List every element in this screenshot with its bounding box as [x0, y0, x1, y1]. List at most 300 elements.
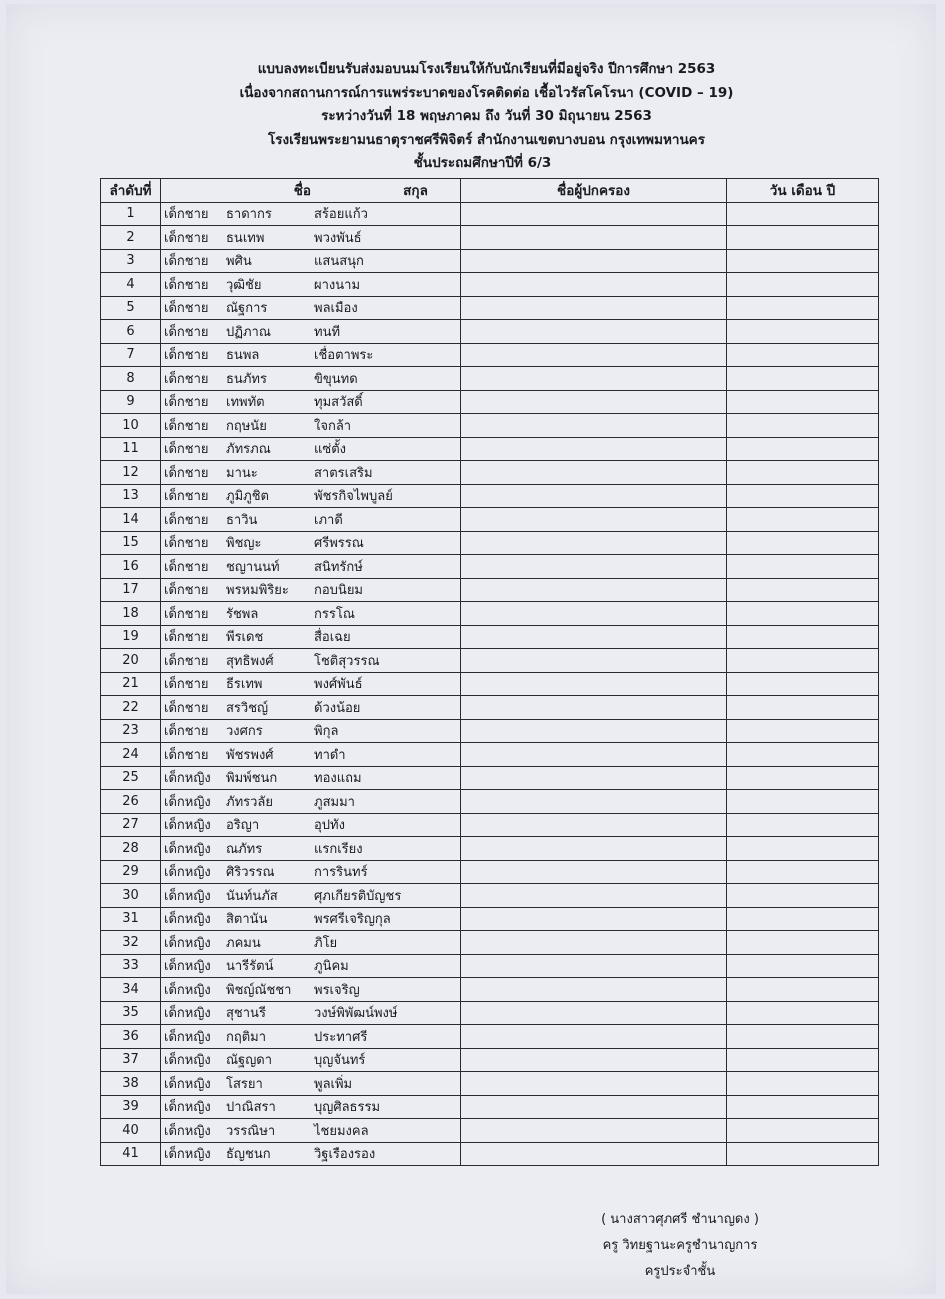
student-title: เด็กชาย	[164, 395, 209, 411]
student-last-name: ใจกล้า	[314, 418, 352, 434]
student-first-name: ภคมน	[226, 935, 261, 951]
header-date-range: ระหว่างวันที่ 18 พฤษภาคม ถึง วันที่ 30 มิถุนายน 2563	[321, 108, 652, 124]
student-last-name: พรเจริญ	[314, 982, 360, 998]
table-row	[101, 884, 879, 908]
student-last-name: พวงพันธ์	[314, 230, 362, 246]
date-cell[interactable]	[727, 414, 879, 438]
student-name-cell	[161, 672, 461, 696]
student-first-name: ณภัทร	[226, 841, 263, 857]
row-number: 20	[101, 649, 161, 673]
parent-name-cell[interactable]	[461, 531, 727, 555]
row-number: 14	[101, 508, 161, 532]
table-row	[101, 414, 879, 438]
row-number: 6	[101, 320, 161, 344]
student-title: เด็กชาย	[164, 724, 209, 740]
student-first-name: สุชานรี	[226, 1006, 266, 1022]
date-cell[interactable]	[727, 1001, 879, 1025]
student-name-cell	[161, 273, 461, 297]
student-last-name: กรรโณ	[314, 606, 355, 622]
row-number: 16	[101, 555, 161, 579]
student-title: เด็กชาย	[164, 442, 209, 458]
table-row	[101, 672, 879, 696]
student-first-name: นารีรัตน์	[226, 959, 274, 975]
student-title: เด็กหญิง	[164, 1147, 211, 1163]
student-title: เด็กชาย	[164, 630, 209, 646]
row-number: 41	[101, 1142, 161, 1166]
row-number: 3	[101, 249, 161, 273]
date-cell[interactable]	[727, 931, 879, 955]
row-number: 26	[101, 790, 161, 814]
column-header-name	[161, 179, 461, 203]
row-number: 17	[101, 578, 161, 602]
student-last-name: เชื่อตาพระ	[314, 348, 374, 364]
date-cell[interactable]	[727, 367, 879, 391]
student-title: เด็กชาย	[164, 606, 209, 622]
row-number: 21	[101, 672, 161, 696]
date-cell[interactable]	[727, 578, 879, 602]
student-name-cell	[161, 1048, 461, 1072]
signature-block	[560, 1207, 800, 1285]
student-first-name: ณัฐญดา	[226, 1053, 273, 1069]
student-first-name: อริญา	[226, 818, 260, 834]
student-title: เด็กชาย	[164, 207, 209, 223]
student-last-name: แรกเรียง	[314, 841, 363, 857]
parent-name-cell[interactable]	[461, 578, 727, 602]
student-first-name: นันท์นภัส	[226, 888, 278, 904]
date-cell[interactable]	[727, 226, 879, 250]
student-name-cell	[161, 931, 461, 955]
student-title: เด็กชาย	[164, 418, 209, 434]
student-first-name: ธาวิน	[226, 512, 258, 528]
column-header-first: ชื่อ	[293, 183, 311, 200]
row-number: 39	[101, 1095, 161, 1119]
student-title: เด็กชาย	[164, 653, 209, 669]
student-name-cell	[161, 226, 461, 250]
parent-name-cell[interactable]	[461, 1001, 727, 1025]
date-cell[interactable]	[727, 860, 879, 884]
date-cell[interactable]	[727, 837, 879, 861]
parent-name-cell[interactable]	[461, 743, 727, 767]
student-first-name: วรรณิษา	[226, 1123, 276, 1139]
student-last-name: ทาดำ	[314, 747, 346, 763]
student-last-name: สาตรเสริม	[314, 465, 373, 481]
student-last-name: วงษ์พิพัฒน์พงษ์	[314, 1006, 398, 1022]
student-first-name: พัชรพงศ์	[226, 747, 274, 763]
parent-name-cell[interactable]	[461, 1095, 727, 1119]
date-cell[interactable]	[727, 625, 879, 649]
student-title: เด็กชาย	[164, 371, 209, 387]
parent-name-cell[interactable]	[461, 602, 727, 626]
date-cell[interactable]	[727, 907, 879, 931]
student-title: เด็กหญิง	[164, 771, 211, 787]
student-last-name: ภูนิคม	[314, 959, 349, 975]
parent-name-cell[interactable]	[461, 320, 727, 344]
student-last-name: เภาดี	[314, 512, 343, 528]
row-number: 27	[101, 813, 161, 837]
column-header-last: สกุล	[403, 183, 428, 200]
row-number: 22	[101, 696, 161, 720]
student-name-cell	[161, 249, 461, 273]
student-last-name: ทนที	[314, 324, 341, 340]
date-cell[interactable]	[727, 602, 879, 626]
parent-name-cell[interactable]	[461, 461, 727, 485]
parent-name-cell[interactable]	[461, 884, 727, 908]
student-first-name: ชญานนท์	[226, 559, 280, 575]
student-name-cell	[161, 437, 461, 461]
table-row	[101, 813, 879, 837]
student-title: เด็กหญิง	[164, 959, 211, 975]
student-title: เด็กหญิง	[164, 818, 211, 834]
student-name-cell	[161, 461, 461, 485]
parent-name-cell[interactable]	[461, 508, 727, 532]
row-number: 36	[101, 1025, 161, 1049]
date-cell[interactable]	[727, 954, 879, 978]
date-cell[interactable]	[727, 719, 879, 743]
student-name-cell	[161, 1025, 461, 1049]
table-row	[101, 837, 879, 861]
student-name-cell	[161, 390, 461, 414]
date-cell[interactable]	[727, 484, 879, 508]
student-title: เด็กชาย	[164, 277, 209, 293]
table-header-row	[101, 179, 879, 203]
date-cell[interactable]	[727, 1048, 879, 1072]
table-row	[101, 602, 879, 626]
date-cell[interactable]	[727, 320, 879, 344]
student-title: เด็กหญิง	[164, 865, 211, 881]
row-number: 23	[101, 719, 161, 743]
parent-name-cell[interactable]	[461, 1025, 727, 1049]
student-title: เด็กหญิง	[164, 841, 211, 857]
date-cell[interactable]	[727, 884, 879, 908]
student-name-cell	[161, 296, 461, 320]
student-title: เด็กชาย	[164, 324, 209, 340]
row-number: 34	[101, 978, 161, 1002]
parent-name-cell[interactable]	[461, 1048, 727, 1072]
table-row	[101, 790, 879, 814]
student-first-name: ปาณิสรา	[226, 1100, 276, 1116]
student-last-name: ด้วงน้อย	[314, 700, 361, 716]
row-number: 12	[101, 461, 161, 485]
student-first-name: สุทธิพงศ์	[226, 653, 274, 669]
student-name-cell	[161, 954, 461, 978]
date-cell[interactable]	[727, 202, 879, 226]
student-name-cell	[161, 766, 461, 790]
student-first-name: ธนภัทร	[226, 371, 267, 387]
date-cell[interactable]	[727, 1025, 879, 1049]
student-name-cell	[161, 602, 461, 626]
student-title: เด็กหญิง	[164, 1123, 211, 1139]
row-number: 15	[101, 531, 161, 555]
date-cell[interactable]	[727, 1072, 879, 1096]
date-cell[interactable]	[727, 743, 879, 767]
row-number: 31	[101, 907, 161, 931]
date-cell[interactable]	[727, 531, 879, 555]
student-name-cell	[161, 860, 461, 884]
parent-name-cell[interactable]	[461, 226, 727, 250]
table-row	[101, 1142, 879, 1166]
student-name-cell	[161, 555, 461, 579]
student-name-cell	[161, 978, 461, 1002]
parent-name-cell[interactable]	[461, 249, 727, 273]
student-first-name: ธัญชนก	[226, 1147, 271, 1163]
student-first-name: สรวิชญ์	[226, 700, 269, 716]
row-number: 11	[101, 437, 161, 461]
row-number: 7	[101, 343, 161, 367]
student-title: เด็กชาย	[164, 465, 209, 481]
student-last-name: บุญจันทร์	[314, 1053, 366, 1069]
table-row	[101, 508, 879, 532]
table-row	[101, 578, 879, 602]
parent-name-cell[interactable]	[461, 860, 727, 884]
student-title: เด็กหญิง	[164, 1006, 211, 1022]
student-first-name: ธาดากร	[226, 207, 272, 223]
student-first-name: พศิน	[226, 254, 252, 270]
date-cell[interactable]	[727, 296, 879, 320]
date-cell[interactable]	[727, 508, 879, 532]
student-name-cell	[161, 743, 461, 767]
student-last-name: พงศ์พันธ์	[314, 677, 363, 693]
parent-name-cell[interactable]	[461, 414, 727, 438]
student-name-cell	[161, 625, 461, 649]
student-first-name: พีรเดช	[226, 630, 264, 646]
header-class: ชั้นประถมศึกษาปีที่ 6/3	[413, 155, 552, 171]
student-last-name: แสนสนุก	[314, 254, 364, 270]
row-number: 30	[101, 884, 161, 908]
parent-name-cell[interactable]	[461, 296, 727, 320]
parent-name-cell[interactable]	[461, 954, 727, 978]
student-last-name: พัชรกิจไพบูลย์	[314, 489, 393, 505]
parent-name-cell[interactable]	[461, 837, 727, 861]
table-row	[101, 860, 879, 884]
student-last-name: ขิขุนทด	[314, 371, 358, 387]
row-number: 10	[101, 414, 161, 438]
student-title: เด็กหญิง	[164, 935, 211, 951]
student-title: เด็กชาย	[164, 747, 209, 763]
student-first-name: ภูมิภูชิต	[226, 489, 269, 505]
table-row	[101, 437, 879, 461]
date-cell[interactable]	[727, 696, 879, 720]
student-first-name: วุฒิชัย	[226, 277, 262, 293]
student-first-name: กฤติมา	[226, 1029, 267, 1045]
row-number: 8	[101, 367, 161, 391]
student-last-name: อุปทัง	[314, 818, 345, 834]
student-name-cell	[161, 1072, 461, 1096]
table-row	[101, 649, 879, 673]
table-row	[101, 1119, 879, 1143]
student-last-name: ประทาศรี	[314, 1029, 368, 1045]
parent-name-cell[interactable]	[461, 202, 727, 226]
student-first-name: ณัฐการ	[226, 301, 268, 317]
student-name-cell	[161, 813, 461, 837]
parent-name-cell[interactable]	[461, 649, 727, 673]
date-cell[interactable]	[727, 461, 879, 485]
table-row	[101, 226, 879, 250]
student-first-name: พิชญ์ณัชชา	[226, 982, 292, 998]
table-row	[101, 1048, 879, 1072]
table-row	[101, 531, 879, 555]
row-number: 19	[101, 625, 161, 649]
student-last-name: พรศรีเจริญกุล	[314, 912, 391, 928]
student-last-name: โชติสุวรรณ	[314, 653, 380, 669]
row-number: 37	[101, 1048, 161, 1072]
date-cell[interactable]	[727, 1095, 879, 1119]
parent-name-cell[interactable]	[461, 437, 727, 461]
parent-name-cell[interactable]	[461, 390, 727, 414]
date-cell[interactable]	[727, 555, 879, 579]
table-row	[101, 249, 879, 273]
student-first-name: ธีรเทพ	[226, 677, 263, 693]
signature-role: ครูประจำชั้น	[644, 1264, 716, 1279]
date-cell[interactable]	[727, 249, 879, 273]
student-name-cell	[161, 531, 461, 555]
student-first-name: ภัทรภณ	[226, 442, 271, 458]
table-row	[101, 1001, 879, 1025]
row-number: 35	[101, 1001, 161, 1025]
row-number: 28	[101, 837, 161, 861]
student-last-name: ทองแถม	[314, 771, 362, 787]
student-last-name: พิกุล	[314, 724, 339, 740]
student-title: เด็กหญิง	[164, 1076, 211, 1092]
parent-name-cell[interactable]	[461, 907, 727, 931]
parent-name-cell[interactable]	[461, 1119, 727, 1143]
row-number: 18	[101, 602, 161, 626]
parent-name-cell[interactable]	[461, 367, 727, 391]
student-first-name: ภัทรวลัย	[226, 794, 274, 810]
signature-name: ( นางสาวศุภศรี ชำนาญดง )	[601, 1212, 759, 1227]
student-name-cell	[161, 719, 461, 743]
student-name-cell	[161, 696, 461, 720]
parent-name-cell[interactable]	[461, 813, 727, 837]
parent-name-cell[interactable]	[461, 1072, 727, 1096]
date-cell[interactable]	[727, 390, 879, 414]
student-name-cell	[161, 884, 461, 908]
parent-name-cell[interactable]	[461, 790, 727, 814]
student-last-name: พูลเพิ่ม	[314, 1076, 353, 1092]
date-cell[interactable]	[727, 978, 879, 1002]
student-title: เด็กชาย	[164, 512, 209, 528]
document-header	[0, 58, 945, 176]
header-title: แบบลงทะเบียนรับส่งมอบนมโรงเรียนให้กับนักเรียนที่มีอยู่จริง ปีการศึกษา 2563	[257, 61, 716, 77]
table-row	[101, 484, 879, 508]
student-last-name: การรินทร์	[314, 865, 368, 881]
student-last-name: แซ่ตั้ง	[314, 442, 346, 458]
parent-name-cell[interactable]	[461, 672, 727, 696]
parent-name-cell[interactable]	[461, 1142, 727, 1166]
student-title: เด็กชาย	[164, 230, 209, 246]
student-first-name: ศิริวรรณ	[226, 865, 275, 881]
table-row	[101, 273, 879, 297]
row-number: 33	[101, 954, 161, 978]
student-name-cell	[161, 1001, 461, 1025]
row-number: 1	[101, 202, 161, 226]
date-cell[interactable]	[727, 273, 879, 297]
table-row	[101, 202, 879, 226]
column-header-date: วัน เดือน ปี	[727, 179, 879, 203]
student-title: เด็กหญิง	[164, 912, 211, 928]
student-name-cell	[161, 367, 461, 391]
date-cell[interactable]	[727, 1142, 879, 1166]
student-name-cell	[161, 837, 461, 861]
student-title: เด็กชาย	[164, 489, 209, 505]
date-cell[interactable]	[727, 766, 879, 790]
table-row	[101, 461, 879, 485]
student-title: เด็กหญิง	[164, 794, 211, 810]
student-name-cell	[161, 343, 461, 367]
student-first-name: สิตานัน	[226, 912, 268, 928]
student-last-name: กอบนิยม	[314, 583, 364, 599]
table-row	[101, 320, 879, 344]
student-title: เด็กหญิง	[164, 1029, 211, 1045]
row-number: 24	[101, 743, 161, 767]
student-first-name: กฤษนัย	[226, 418, 267, 434]
header-subtitle: เนื่องจากสถานการณ์การแพร่ระบาดของโรคติดต่อ เชื้อไวรัสโคโรนา (COVID – 19)	[239, 84, 734, 101]
parent-name-cell[interactable]	[461, 555, 727, 579]
parent-name-cell[interactable]	[461, 766, 727, 790]
student-first-name: โสรยา	[226, 1076, 263, 1092]
row-number: 38	[101, 1072, 161, 1096]
table-row	[101, 1095, 879, 1119]
row-number: 29	[101, 860, 161, 884]
student-first-name: พิชญะ	[226, 536, 262, 552]
parent-name-cell[interactable]	[461, 625, 727, 649]
row-number: 2	[101, 226, 161, 250]
student-title: เด็กหญิง	[164, 1053, 211, 1069]
date-cell[interactable]	[727, 813, 879, 837]
row-number: 9	[101, 390, 161, 414]
student-first-name: ธนพล	[226, 348, 260, 364]
table-row	[101, 555, 879, 579]
table-row	[101, 696, 879, 720]
student-title: เด็กหญิง	[164, 1100, 211, 1116]
student-name-cell	[161, 508, 461, 532]
date-cell[interactable]	[727, 672, 879, 696]
student-last-name: ศุภเกียรติบัญชร	[314, 888, 402, 904]
header-school: โรงเรียนพระยามนธาตุราชศรีพิจิตร์ สำนักงานเขตบางบอน กรุงเทพมหานคร	[268, 131, 705, 148]
parent-name-cell[interactable]	[461, 343, 727, 367]
student-title: เด็กหญิง	[164, 982, 211, 998]
parent-name-cell[interactable]	[461, 696, 727, 720]
parent-name-cell[interactable]	[461, 931, 727, 955]
student-last-name: สนิทรักษ์	[314, 559, 363, 575]
date-cell[interactable]	[727, 343, 879, 367]
row-number: 13	[101, 484, 161, 508]
student-last-name: สร้อยแก้ว	[314, 207, 368, 223]
date-cell[interactable]	[727, 649, 879, 673]
student-title: เด็กชาย	[164, 536, 209, 552]
student-name-cell	[161, 1119, 461, 1143]
table-row	[101, 343, 879, 367]
table-row	[101, 907, 879, 931]
row-number: 40	[101, 1119, 161, 1143]
parent-name-cell[interactable]	[461, 978, 727, 1002]
table-row	[101, 296, 879, 320]
student-last-name: วิฐเรืองรอง	[314, 1147, 376, 1163]
parent-name-cell[interactable]	[461, 484, 727, 508]
date-cell[interactable]	[727, 790, 879, 814]
table-row	[101, 978, 879, 1002]
registration-table	[100, 178, 879, 1166]
student-first-name: ธนเทพ	[226, 230, 265, 246]
parent-name-cell[interactable]	[461, 273, 727, 297]
student-name-cell	[161, 414, 461, 438]
student-name-cell	[161, 1142, 461, 1166]
parent-name-cell[interactable]	[461, 719, 727, 743]
row-number: 25	[101, 766, 161, 790]
date-cell[interactable]	[727, 1119, 879, 1143]
student-title: เด็กชาย	[164, 559, 209, 575]
date-cell[interactable]	[727, 437, 879, 461]
student-title: เด็กหญิง	[164, 888, 211, 904]
